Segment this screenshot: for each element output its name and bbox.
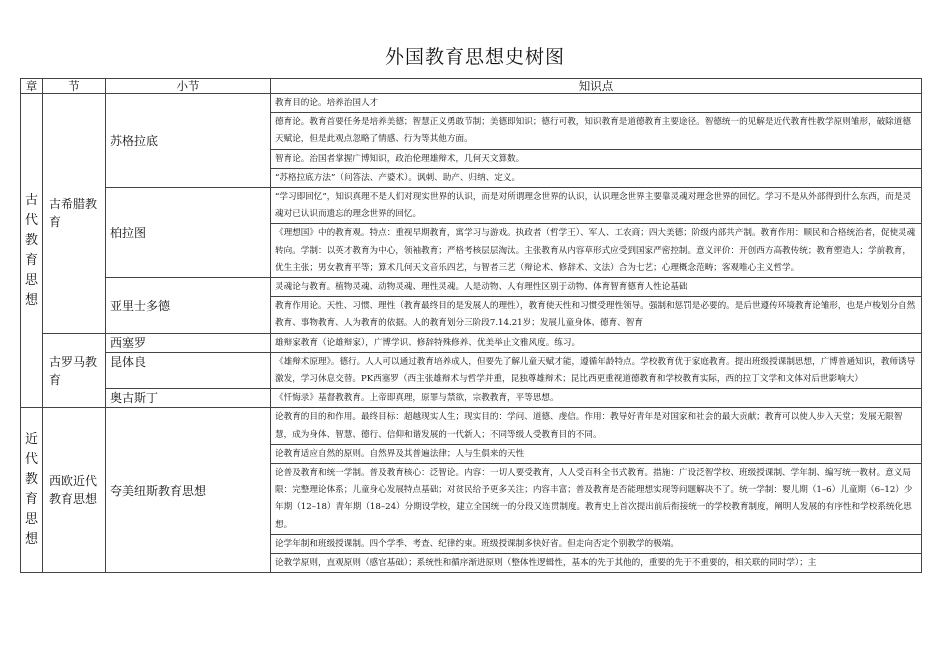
table-row bbox=[21, 408, 922, 444]
subsection-cell: 西塞罗 bbox=[106, 333, 271, 352]
knowledge-point: 《忏悔录》基督教教育。上帝即真理，原罪与禁欲，宗教教育，平等思想。 bbox=[271, 389, 922, 408]
table-row bbox=[21, 94, 922, 113]
chapter-cell: 古代教育思想 bbox=[21, 94, 43, 408]
table-row bbox=[21, 389, 922, 408]
knowledge-point: 论教育的目的和作用。最终目标：超越现实人生；现实目的：学问、道德、虔信。作用：教导好青年是对国家和社会的最大贡献；教育可以使人步入天堂；发展无限智慧，成为身体、智慧、德行、信仰和谐发展的一代新人；不同等级人受教育目的不同。 bbox=[271, 408, 922, 444]
knowledge-point: 教育作用论。天性、习惯、理性（教育最终目的是发展人的理性），教育使天性和习惯受理性领导。强制和惩罚是必要的。是后世遵传环境教育论雏形，也是卢梭划分自然教育、事物教育、人为教育的依据。人的教育划分三阶段7.14.21岁；发展儿童身体、德育、智育 bbox=[271, 297, 922, 333]
subsection-cell: 昆体良 bbox=[106, 352, 271, 388]
knowledge-point: 论教育适应自然的原则。自然界及其普遍法律；人与生俱来的天性 bbox=[271, 444, 922, 463]
header-section: 节 bbox=[43, 79, 106, 94]
chapter-cell: 近代教育思想 bbox=[21, 408, 43, 573]
knowledge-point: 智育论。治国者掌握广博知识，政治伦理雄辩术，几何天文算数。 bbox=[271, 149, 922, 168]
knowledge-point: 《理想国》中的教育观。特点：重视早期教育，寓学习与游戏。执政者（哲学王）、军人、工农商；四大美德；阶级内部共产制。教育作用：顺民和合格统治者，促使灵魂转向。学制：以英才教育为中心，领袖教育；严格考核层层淘汰。主张教育从内容草形式应受到国家严密控制。意义评价：开创西方高教传统；教育塑造人；学前教育，优生主张；男女教育平等；算术几何天文音乐四艺，与智者三艺（辩论术、修辞术、文法）合为七艺；心理概念范畴；客观唯心主义哲学。 bbox=[271, 224, 922, 278]
knowledge-point: 论普及教育和统一学制。普及教育核心：泛智论。内容：一切人要受教育，人人受百科全书式教育。措施：广设泛智学校、班级授课制、学年制、编写统一教材。意义局限：完整理论体系；儿童身心发展特点基础；对贫民给予更多关注；内容丰富；普及教育是否能理想实现等问题解决不了。统一学制：婴儿期（1–6）儿童期（6–12）少年期（12–18）青年期（18–24）分期设学校，建立全国统一的分段又连贯制度。教育史上首次提出前后衔接统一的学校教育制度，阐明人发展的有序性和学校系统化思想。 bbox=[271, 464, 922, 535]
knowledge-point: 灵魂论与教育。植物灵魂、动物灵魂、理性灵魂。人是动物、人有理性区别于动物、体育智育德育人性论基础 bbox=[271, 278, 922, 297]
header-knowledge: 知识点 bbox=[271, 79, 922, 94]
subsection-cell: 夸美纽斯教育思想 bbox=[106, 408, 271, 573]
knowledge-point: “苏格拉底方法”（问答法、产婆术）。讽刺、助产、归纳、定义。 bbox=[271, 168, 922, 187]
header-chapter: 章 bbox=[21, 79, 43, 94]
knowledge-point: 德育论。教育首要任务是培养美德；智慧正义勇敢节制；美德即知识；德行可教，知识教育是道德教育主要途径。智德统一的见解是近代教育性教学原则雏形，破除道德天赋论，但是此观点忽略了情感、行为等其他方面。 bbox=[271, 113, 922, 149]
knowledge-point: 雄辩家教育（论雄辩家），广博学识、修辞特殊修养、优美举止文雅风度。练习。 bbox=[271, 333, 922, 352]
knowledge-point: “学习即回忆”，知识真理不是人们对现实世界的认识，而是对所谓理念世界的认识，认识理念世界主要靠灵魂对理念世界的回忆。学习不是从外部得到什么东西，而是灵魂对已认识而遗忘的理念世界的回忆。 bbox=[271, 188, 922, 224]
page-title: 外国教育思想史树图 bbox=[384, 46, 565, 68]
table-row bbox=[21, 333, 922, 352]
knowledge-point: 论教学原则，直观原则（感官基础）；系统性和循序渐进原则（整体性逻辑性，基本的先于其他的，重要的先于不重要的，相关联的同时学）；主 bbox=[271, 554, 922, 573]
header-subsection: 小节 bbox=[106, 79, 271, 94]
section-cell: 古希腊教育 bbox=[43, 94, 106, 334]
table-row bbox=[21, 352, 922, 388]
table-row bbox=[21, 188, 922, 224]
section-cell: 西欧近代教育思想 bbox=[43, 408, 106, 573]
knowledge-point: 论学年制和班级授课制。四个学季、考查、纪律约束。班级授课制多快好省。但走向否定个别教学的极端。 bbox=[271, 534, 922, 553]
knowledge-tree-table bbox=[20, 78, 922, 573]
subsection-cell: 亚里士多德 bbox=[106, 278, 271, 334]
subsection-cell: 苏格拉底 bbox=[106, 94, 271, 188]
subsection-cell: 奥古斯丁 bbox=[106, 389, 271, 408]
knowledge-point: 教育目的论。培养治国人才 bbox=[271, 94, 922, 113]
section-cell: 古罗马教育 bbox=[43, 333, 106, 408]
subsection-cell: 柏拉图 bbox=[106, 188, 271, 278]
table-header-row bbox=[21, 79, 922, 94]
table-row bbox=[21, 278, 922, 297]
knowledge-point: 《雄辩术原理》。德行。人人可以通过教育培养成人，但要先了解儿童天赋才能，遵循年龄特点。学校教育优于家庭教育。提出班级授课制思想，广博普通知识，教师诱导激发，学习休息交替。PK西塞罗（西主张雄辩术与哲学并重，昆独尊雄辩术；昆比西更重视道德教育和学校教育实际，西的拉丁文学和文体对后世影响大） bbox=[271, 352, 922, 388]
